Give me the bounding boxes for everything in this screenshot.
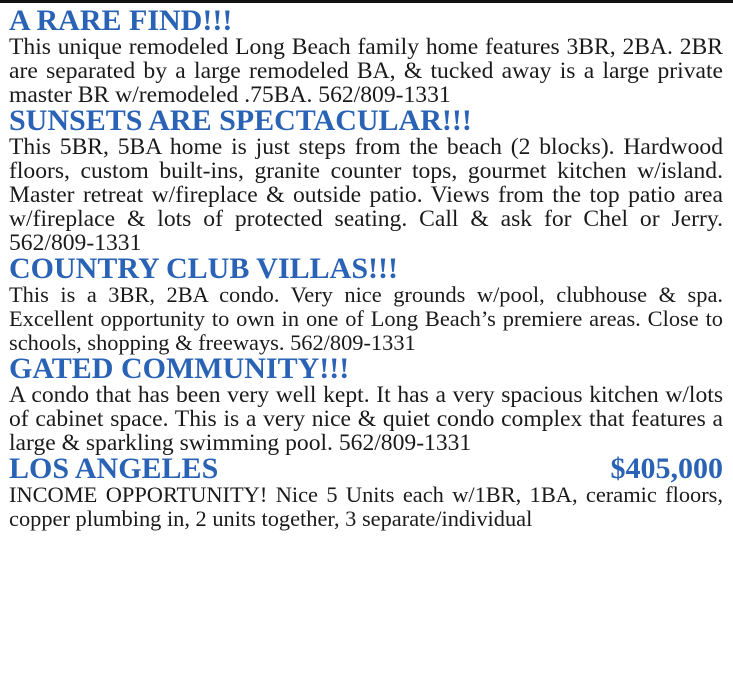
listing-price: $405,000	[610, 452, 723, 485]
listing-sunsets	[9, 104, 723, 256]
listing-description: A condo that has been very well kept. It has a very spacious kitchen w/lots of cabinet space. This is a very nice & quiet condo complex that features a large & sparkling swimming pool. 562/809-1331	[9, 382, 723, 456]
listing-description: This unique remodeled Long Beach family home features 3BR, 2BA. 2BR are separated by a large remodeled BA, & tucked away is a large private master BR w/remodeled .75BA. 562/809-1331	[9, 34, 723, 108]
listing-heading-text: GATED COMMUNITY!!!	[9, 352, 350, 385]
listing-heading	[9, 352, 723, 385]
listing-heading	[9, 4, 723, 37]
listing-los-angeles	[9, 452, 723, 531]
listings-column	[9, 4, 723, 531]
listing-gated-community	[9, 352, 723, 456]
listing-heading-text: LOS ANGELES	[9, 452, 219, 485]
listing-heading-text: SUNSETS ARE SPECTACULAR!!!	[9, 104, 472, 137]
listing-country-club-villas	[9, 252, 723, 355]
listing-description: This is a 3BR, 2BA condo. Very nice grounds w/pool, clubhouse & spa. Excellent opportunity to own in one of Long Beach’s premiere areas. Close to schools, shopping & freeways. 562/809-1331	[9, 282, 723, 355]
listing-heading	[9, 252, 723, 285]
listing-heading	[9, 452, 723, 485]
listing-heading-text: A RARE FIND!!!	[9, 4, 233, 37]
top-rule	[0, 0, 733, 3]
listing-a-rare-find	[9, 4, 723, 108]
listing-heading	[9, 104, 723, 137]
listing-heading-text: COUNTRY CLUB VILLAS!!!	[9, 252, 398, 285]
listing-description: INCOME OPPORTUNITY! Nice 5 Units each w/1BR, 1BA, ceramic floors, copper plumbing in, 2 units together, 3 separate/individual	[9, 482, 723, 531]
listing-description: This 5BR, 5BA home is just steps from the beach (2 blocks). Hardwood floors, custom built-ins, granite counter tops, gourmet kitchen w/island. Master retreat w/fireplace & outside patio. Views from the top patio area w/fireplace & lots of protected seating. Call & ask for Chel or Jerry. 562/809-1331	[9, 134, 723, 256]
